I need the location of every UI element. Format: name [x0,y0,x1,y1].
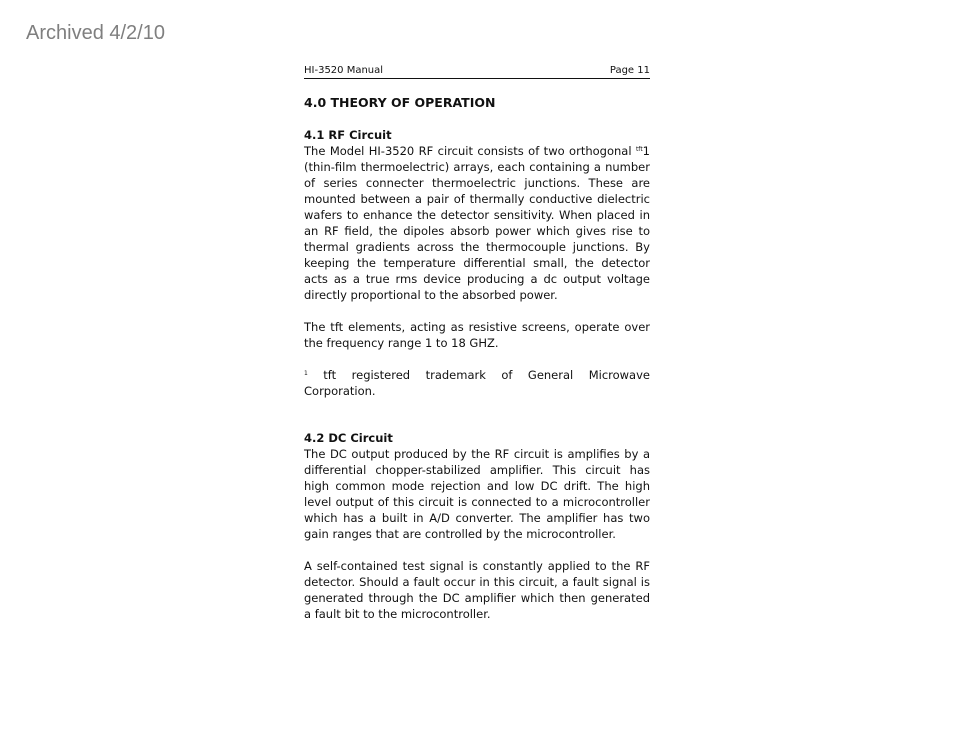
dc-circuit-heading: 4.2 DC Circuit [304,431,393,445]
rf-circuit-paragraph-1 [304,143,650,303]
dc-circuit-paragraph-1: The DC output produced by the RF circuit is amplifies by a differential chopper-stabilized amplifier. This circuit has high common mode rejection and low DC drift. The high level output of this circuit is connected to a microcontroller which has a built in A/D converter. The amplifier has two gain ranges that are controlled by the microcontroller. [304,447,650,541]
rf-p1-text-rest: 1 (thin-film thermoelectric) arrays, each containing a number of series connecter thermoelectric junctions. These are mounted between a pair of thermally conductive dielectric wafers to enhance the detector sensitivity. When placed in an RF field, the dipoles absorb power which gives rise to thermal gradients across the thermocouple junctions. By keeping the temperature differential small, the detector acts as a true rms device producing a dc output voltage directly proportional to the absorbed power. [304,144,650,302]
rf-circuit-paragraph-2: The tft elements, acting as resistive screens, operate over the frequency range 1 to 18 GHZ. [304,320,650,350]
manual-title: HI-3520 Manual [304,65,384,76]
section-title: 4.0 THEORY OF OPERATION [304,95,496,110]
running-header [304,64,650,79]
tft-superscript: tft [635,146,643,153]
page-number: Page 11 [609,65,650,76]
footnote-text: tft registered trademark of General Microwave Corporation. [304,368,650,398]
rf-circuit-heading: 4.1 RF Circuit [304,128,392,142]
footnote [304,367,650,399]
footnote-mark: 1 [304,370,308,377]
dc-circuit-paragraph-2: A self-contained test signal is constantly applied to the RF detector. Should a fault occur in this circuit, a fault signal is generated through the DC amplifier which then generated a fault bit to the microcontroller. [304,559,650,621]
rf-p1-text-start: The Model HI-3520 RF circuit consists of two orthogonal [304,144,636,158]
archived-watermark: Archived 4/2/10 [26,22,165,44]
manual-page [304,64,650,622]
